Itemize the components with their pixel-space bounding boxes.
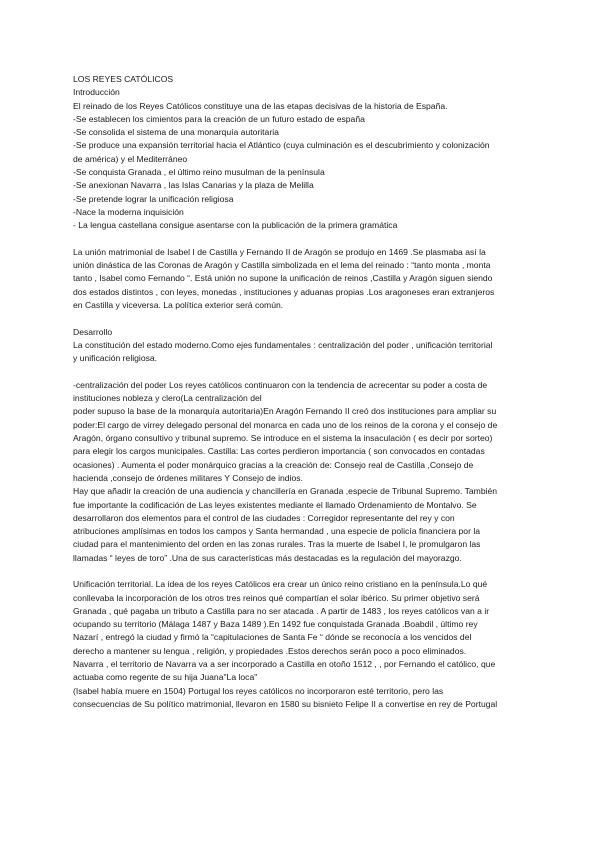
- paragraph-line: llamadas “ leyes de toro” .Una de sus características más destacadas es la regulación del mayorazgo.: [73, 552, 462, 563]
- intro-line: El reinado de los Reyes Católicos constituye una de las etapas decisivas de la historia de España.: [73, 100, 448, 111]
- desarrollo-heading: Desarrollo: [73, 326, 113, 337]
- paragraph-line: ocupando su territorio (Málaga 1487 y Baza 1489 ).En 1492 fue conquistada Granada .Boabdil , último rey: [73, 619, 478, 630]
- document-title: LOS REYES CATÓLICOS: [73, 74, 174, 84]
- paragraph-line: consecuencias de Su político matrimonial, llevaron en 1580 su bisnieto Felipe II a convertise en rey de Portugal: [73, 698, 498, 709]
- paragraph-line: poder:El cargo de virrey delegado personal del monarca en cada uno de los reinos de la corona y el consejo de: [73, 419, 498, 430]
- paragraph-line: dos estados distintos , con leyes, monedas , instituciones y aduanas propias .Los aragoneses eran extranjeros: [73, 286, 495, 297]
- unificacion-paragraph: [73, 578, 525, 711]
- paragraph-line: conllevaba la incorporación de los otros tres reinos qué compartían el solar ibérico. Su primer objetivo será: [73, 592, 480, 603]
- paragraph-line: La constitución del estado moderno.Como ejes fundamentales : centralización del poder , unificación territorial: [73, 339, 493, 350]
- paragraph-gap: [73, 366, 525, 379]
- paragraph-line: Unificación territorial. La idea de los reyes Católicos era crear un único reino cristiano en la península.Lo qué: [73, 579, 488, 590]
- paragraph-line: hacienda ,consejo de órdenes militares Y Consejo de indios.: [73, 472, 303, 483]
- paragraph-line: derecho a mantener su lengua , religión, y propiedades .Estos derechos serán poco a poco eliminados.: [73, 645, 467, 656]
- centralizacion-paragraph: [73, 379, 525, 565]
- paragraph-line: fue importante la codificación de Las leyes existentes mediante el llamado Ordenamiento de Montalvo. Se: [73, 499, 477, 510]
- union-paragraph: [73, 246, 525, 312]
- intro-line: -Se anexionan Navarra , las Islas Canarias y la plaza de Melilla: [73, 180, 314, 191]
- paragraph-gap: [73, 233, 525, 246]
- paragraph-line: poder supuso la base de la monarquía autoritaria)En Aragón Fernando II creó dos instituciones para ampliar su: [73, 406, 497, 417]
- intro-line: de américa) y el Mediterráneo: [73, 153, 188, 164]
- paragraph-line: -centralización del poder Los reyes católicos continuaron con la tendencia de acrecentar su poder a costa de: [73, 379, 488, 390]
- desarrollo-block: [73, 339, 525, 366]
- paragraph-line: Granada , qué pagaba un tributo a Castilla para no ser atacada . A partir de 1483 , los reyes católicos van a ir: [73, 605, 490, 616]
- paragraph-line: ciudad para el mantenimiento del orden en las zonas rurales. Tras la muerte de Isabel I, le promulgaron las: [73, 539, 481, 550]
- paragraph-line: desarrollaron dos elementos para el control de las ciudades : Corregidor representante del rey y con: [73, 512, 455, 523]
- intro-line: -Se pretende lograr la unificación religiosa: [73, 193, 234, 204]
- paragraph-line: Aragón, órgano consultivo y tribunal supremo. Se introduce en el sistema la insaculación ( es decir por sorteo): [73, 433, 493, 444]
- paragraph-line: ocasiones) . Aumenta el poder monárquico gracias a la creación de: Consejo real de Castilla ,Consejo de: [73, 459, 474, 470]
- paragraph-line: tanto , Isabel como Fernando “. Está unión no supone la unificación de reinos ,Castilla y Aragón siguen siendo: [73, 273, 493, 284]
- paragraph-line: (Isabel había muere en 1504) Portugal los reyes católicos no incorporaron esté territorio, pero las: [73, 685, 444, 696]
- paragraph-line: en Castilla y viceversa. La política exterior será común.: [73, 300, 284, 311]
- paragraph-gap: [73, 565, 525, 578]
- intro-line: -Se consolida el sistema de una monarquía autoritaria: [73, 127, 279, 138]
- intro-line: -Se produce una expansión territorial hacia el Atlántico (cuya culminación es el descubrimiento y colonización: [73, 140, 490, 151]
- paragraph-line: Navarra , el territorio de Navarra va a ser incorporado a Castilla en otoño 1512 , , por Fernando el católico, que: [73, 659, 496, 670]
- paragraph-line: y unificación religiosa.: [73, 353, 158, 364]
- intro-block: [73, 100, 525, 233]
- paragraph-gap: [73, 312, 525, 325]
- intro-line: -Se establecen los cimientos para la creación de un futuro estado de españa: [73, 113, 365, 124]
- paragraph-line: atribuciones amplísimas en todos los campos y Santa hermandad , una especie de policía financiera por la: [73, 526, 481, 537]
- intro-heading: Introducción: [73, 87, 120, 98]
- paragraph-line: instituciones nobleza y clero(La centralización del: [73, 393, 262, 404]
- document-body: [73, 73, 525, 711]
- paragraph-line: unión dinástica de las Coronas de Aragón y Castilla simbolizada en el lema del reinado : “tanto monta , monta: [73, 260, 491, 271]
- paragraph-line: Nazarí , entregó la ciudad y firmó la “capitulaciones de Santa Fe “ dónde se reconocía a los vencidos del: [73, 632, 472, 643]
- paragraph-line: actuaba como regente de su hija Juana"La loca": [73, 672, 258, 683]
- paragraph-line: para elegir los cargos municipales. Castilla: Las cortes perdieron importancia ( son convocados en contadas: [73, 446, 485, 457]
- intro-line: -Nace la moderna inquisición: [73, 206, 184, 217]
- paragraph-line: La unión matrimonial de Isabel I de Castilla y Fernando II de Aragón se produjo en 1469 .Se plasmaba así la: [73, 246, 486, 257]
- intro-line: -Se conquista Granada , el último reino musulman de la península: [73, 167, 325, 178]
- paragraph-line: Hay que añadir la creación de una audiencia y chancillería en Granada ,especie de Tribunal Supremo. También: [73, 486, 498, 497]
- intro-line: - La lengua castellana consigue asentarse con la publicación de la primera gramática: [73, 220, 398, 231]
